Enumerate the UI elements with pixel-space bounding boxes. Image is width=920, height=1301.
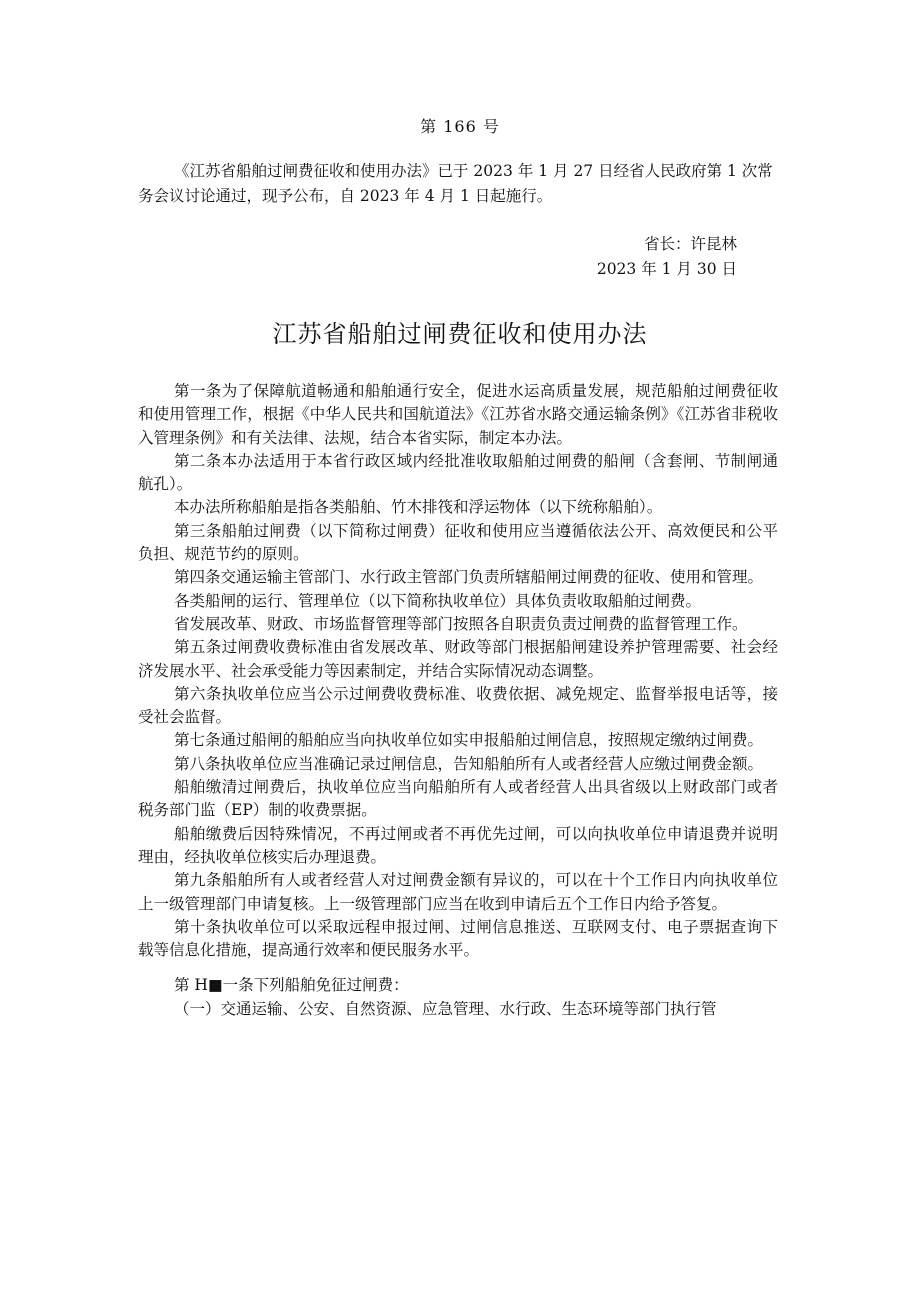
article-8-para-3: 船舶缴费后因特殊情况，不再过闸或者不再优先过闸，可以向执收单位申请退费并说明理由，经执收单位核实后办理退费。 [138, 824, 778, 866]
article-11-item-1: （一）交通运输、公安、自然资源、应急管理、水行政、生态环境等部门执行管 [174, 999, 717, 1018]
article-10: 第十条执收单位可以采取远程申报过闸、过闸信息推送、互联网支付、电子票据查询下载等信息化措施，提高通行效率和便民服务水平。 [138, 917, 778, 960]
article-8: 第八条执收单位应当准确记录过闸信息，告知船舶所有人或者经营人应缴过闸费金额。 [174, 754, 764, 773]
article-6: 第六条执收单位应当公示过闸费收费标准、收费依据、减免规定、监督举报电话等，接受社会监督。 [138, 684, 778, 727]
article-2: 第二条本办法适用于本省行政区域内经批准收取船舶过闸费的船闸（含套闸、节制闸通航孔）。 [138, 451, 778, 494]
article-4-para-3: 省发展改革、财政、市场监督管理等部门按照各自职责负责过闸费的监督管理工作。 [174, 614, 748, 633]
article-11: 第 H■一条下列船舶免征过闸费： [174, 976, 409, 995]
document-body [138, 380, 778, 1021]
article-2-note: 本办法所称船舶是指各类船舶、竹木排筏和浮运物体（以下统称船舶）。 [174, 498, 663, 517]
article-4-para-2: 各类船闸的运行、管理单位（以下简称执收单位）具体负责收取船舶过闸费。 [174, 591, 702, 610]
article-1: 第一条为了保障航道畅通和船舶通行安全，促进水运高质量发展，规范船舶过闸费征收和使用管理工作，根据《中华人民共和国航道法》《江苏省水路交通运输条例》《江苏省非税收入管理条例》和有关法律、法规，结合本省实际，制定本办法。 [138, 382, 778, 447]
document-title: 江苏省船舶过闸费征收和使用办法 [272, 320, 648, 348]
article-5: 第五条过闸费收费标准由省发展改革、财政等部门根据船闸建设养护管理需要、社会经济发展水平、社会承受能力等因素制定，并结合实际情况动态调整。 [138, 638, 778, 680]
article-3: 第三条船舶过闸费（以下简称过闸费）征收和使用应当遵循依法公开、高效便民和公平负担、规范节约的原则。 [138, 521, 778, 564]
signer-line: 省长：许昆林 [643, 235, 737, 253]
article-7: 第七条通过船闸的船舶应当向执收单位如实申报船舶过闸信息，按照规定缴纳过闸费。 [174, 731, 764, 750]
article-8-para-2: 船舶缴清过闸费后，执收单位应当向船舶所有人或者经营人出具省级以上财政部门或者税务部门监（EP）制的收费票据。 [138, 778, 778, 820]
paragraph-gap [138, 962, 778, 974]
article-9: 第九条船舶所有人或者经营人对过闸费金额有异议的，可以在十个工作日内向执收单位上一级管理部门申请复核。上一级管理部门应当在收到申请后五个工作日内给予答复。 [138, 871, 778, 913]
order-number: 第 166 号 [420, 117, 500, 136]
signing-date: 2023 年 1 月 30 日 [596, 260, 737, 278]
article-4: 第四条交通运输主管部门、水行政主管部门负责所辖船闸过闸费的征收、使用和管理。 [174, 568, 764, 587]
announcement-text: 《江苏省船舶过闸费征收和使用办法》已于 2023 年 1 月 27 日经省人民政府第 1 次常务会议讨论通过，现予公布，自 2023 年 4 月 1 日起施行。 [138, 162, 773, 205]
